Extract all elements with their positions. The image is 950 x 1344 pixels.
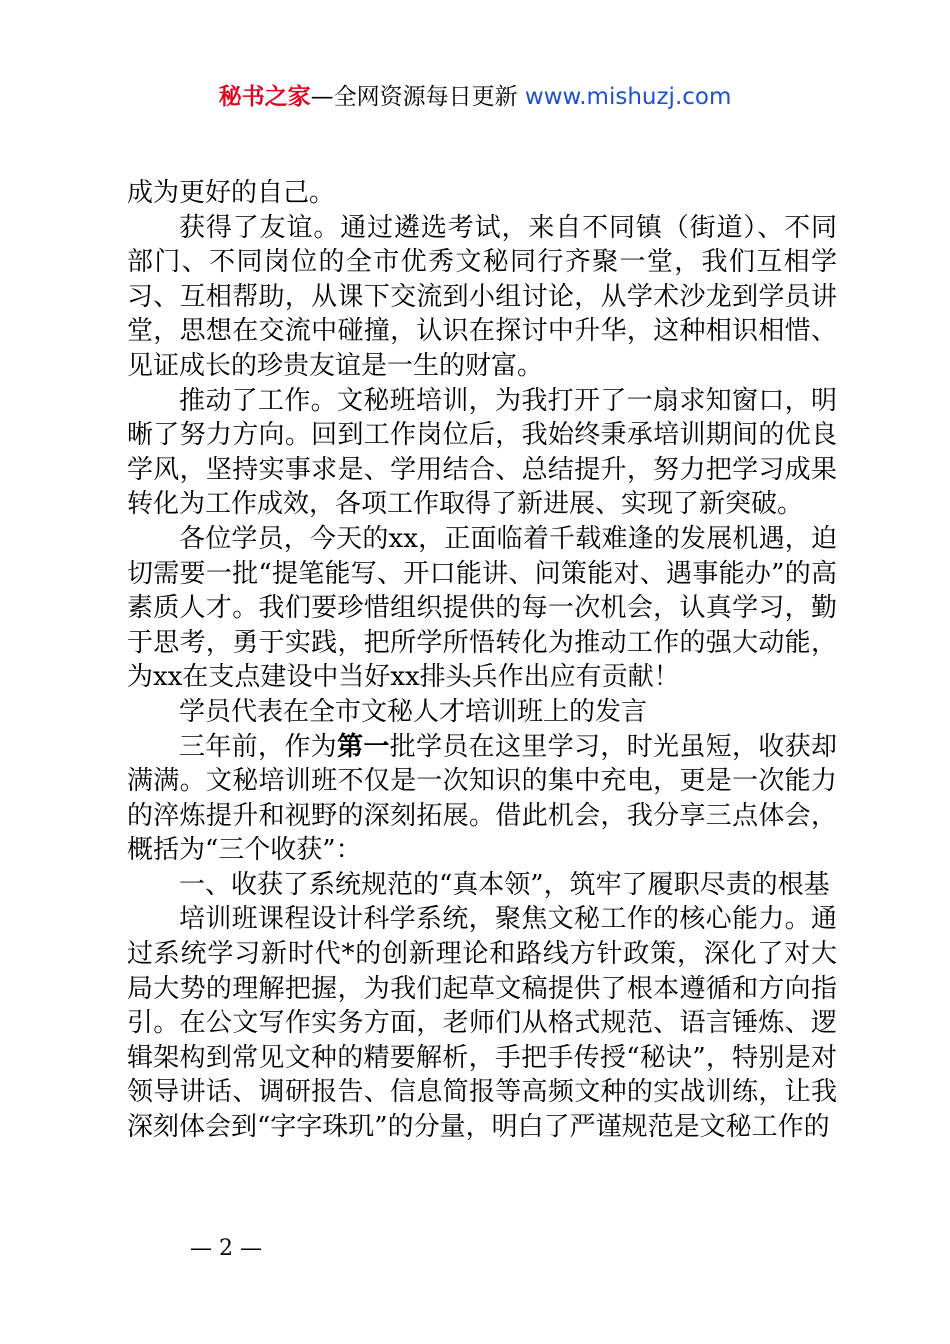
header-brand: 秘书之家 bbox=[218, 84, 311, 110]
paragraph-text: 批学员在这里学习，时光虽短，收获却满满。文秘培训班不仅是一次知识的集中充电，更是一次能力的淬炼提升和视野的深刻拓展。借此机会，我分享三点体会，概括为“三个收获”： bbox=[127, 731, 837, 866]
paragraph bbox=[127, 730, 837, 868]
page-header bbox=[0, 82, 950, 112]
page-number: — 2 — bbox=[190, 1236, 262, 1261]
paragraph: 推动了工作。文秘班培训，为我打开了一扇求知窗口，明晰了努力方向。回到工作岗位后，我始终秉承培训期间的优良学风，坚持实事求是、学用结合、总结提升，努力把学习成果转化为工作成效，各项工作取得了新进展、实现了新突破。 bbox=[127, 385, 837, 520]
section-title: 学员代表在全市文秘人才培训班上的发言 bbox=[179, 696, 648, 727]
header-tagline: —全网资源每日更新 bbox=[310, 84, 525, 110]
header-url[interactable]: www.mishuzj.com bbox=[524, 84, 732, 110]
paragraph: 成为更好的自己。 bbox=[127, 178, 336, 208]
section-heading: 一、收获了系统规范的“真本领”，筑牢了履职尽责的根基 bbox=[179, 869, 830, 900]
paragraph: 各位学员，今天的xx，正面临着千载难逢的发展机遇，迫切需要一批“提笔能写、开口能讲、问策能对、遇事能办”的高素质人才。我们要珍惜组织提供的每一次机会，认真学习，勤于思考，勇于实践，把所学所悟转化为推动工作的强大动能，为xx在支点建设中当好xx排头兵作出应有贡献！ bbox=[127, 523, 837, 693]
document-body bbox=[127, 176, 837, 1145]
paragraph: 获得了友谊。通过遴选考试，来自不同镇（街道）、不同部门、不同岗位的全市优秀文秘同行齐聚一堂，我们互相学习、互相帮助，从课下交流到小组讨论，从学术沙龙到学员讲堂，思想在交流中碰撞，认识在探讨中升华，这种相识相惜、见证成长的珍贵友谊是一生的财富。 bbox=[127, 212, 837, 381]
paragraph-bold-text: 第一 bbox=[337, 731, 390, 762]
paragraph: 培训班课程设计科学系统，聚焦文秘工作的核心能力。通过系统学习新时代*的创新理论和路线方针政策，深化了对大局大势的理解把握，为我们起草文稿提供了根本遵循和方向指引。在公文写作实务方面，老师们从格式规范、语言锤炼、逻辑架构到常见文种的精要解析，手把手传授“秘诀”，特别是对领导讲话、调研报告、信息简报等高频文种的实战训练，让我深刻体会到“字字珠玑”的分量，明白了严谨规范是文秘工作的 bbox=[127, 904, 837, 1143]
paragraph-text: 三年前，作为 bbox=[179, 731, 337, 762]
